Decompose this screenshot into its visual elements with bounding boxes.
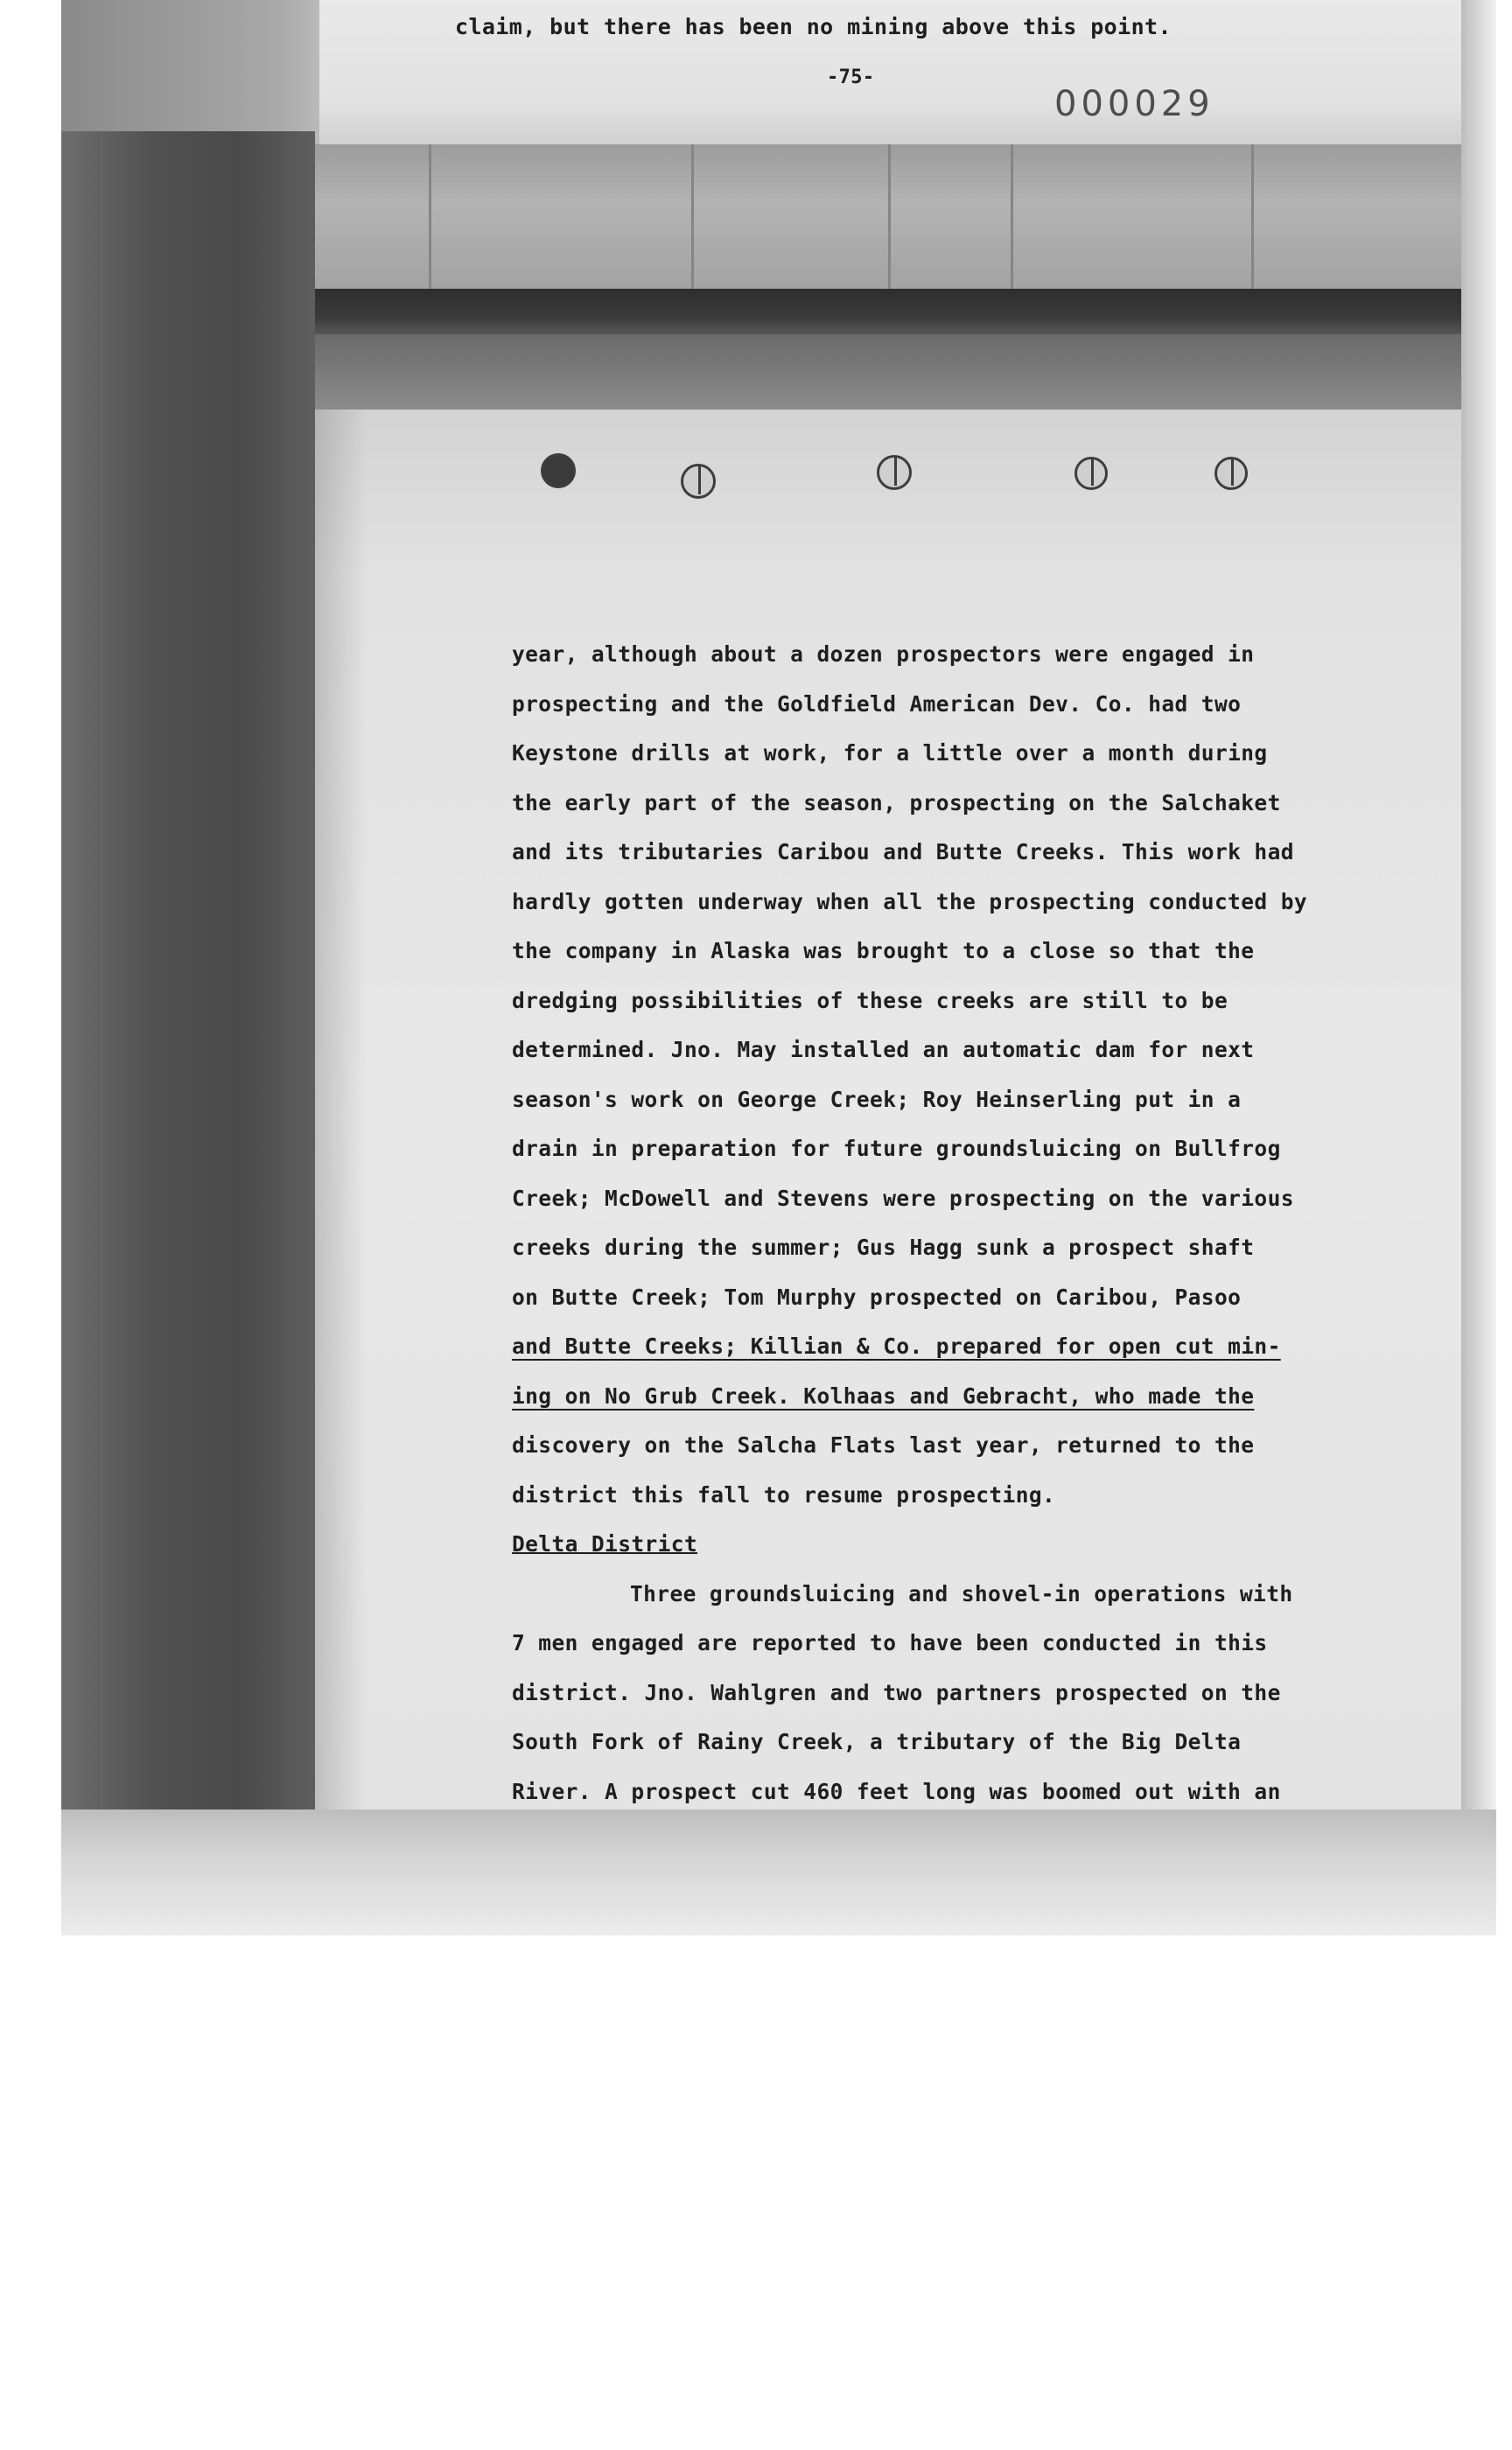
text-line: 7 men engaged are reported to have been conducted in this	[512, 1630, 1268, 1656]
text-line: determined. Jno. May installed an automatic dam for next	[512, 1037, 1255, 1062]
scan-artifact-stripe	[691, 144, 694, 293]
scan-artifact-stripe	[1251, 144, 1254, 293]
punch-hole	[877, 455, 912, 490]
text-line: the early part of the season, prospecting on the Salchaket	[512, 789, 1281, 816]
text-line: and Butte Creeks; Killian & Co. prepared for open cut min-	[512, 1334, 1281, 1359]
bates-stamp: 000029	[1054, 84, 1214, 124]
scan-artifact-stripe	[429, 144, 431, 293]
text-line: discovery on the Salcha Flats last year, returned to the	[512, 1432, 1255, 1458]
text-line: dredging possibilities of these creeks are still to be	[512, 987, 1228, 1013]
scan-shadow-bottom	[61, 1810, 1496, 1936]
text-line: Keystone drills at work, for a little over a month during	[512, 740, 1268, 766]
punch-hole	[541, 453, 576, 488]
text-line: season's work on George Creek; Roy Heinserling put in a	[512, 1086, 1242, 1112]
carryover-line: claim, but there has been no mining above this point.	[455, 14, 1172, 39]
scan-right-edge	[1461, 0, 1496, 1936]
text-line: drain in preparation for future groundsluicing on Bullfrog	[512, 1136, 1281, 1161]
text-line: prospecting and the Goldfield American Dev. Co. had two	[512, 690, 1242, 717]
scan-artifact-stripe	[1011, 144, 1013, 293]
text-line: South Fork of Rainy Creek, a tributary of the Big Delta	[512, 1729, 1242, 1754]
text-line: Three groundsluicing and shovel-in operations with	[630, 1580, 1293, 1606]
text-line: district. Jno. Wahlgren and two partners prospected on the	[512, 1679, 1281, 1705]
text-line: River. A prospect cut 460 feet long was boomed out with an	[512, 1778, 1281, 1804]
text-line: ing on No Grub Creek. Kolhaas and Gebracht, who made the	[512, 1382, 1255, 1409]
section-heading: Delta District	[512, 1531, 698, 1557]
punch-hole	[1214, 457, 1248, 490]
text-line: on Butte Creek; Tom Murphy prospected on Caribou, Pasoo	[512, 1284, 1242, 1310]
text-line: district this fall to resume prospecting.	[512, 1481, 1056, 1508]
scan-shadow-left	[61, 131, 315, 1811]
text-line: year, although about a dozen prospectors were engaged in	[512, 641, 1255, 667]
text-line: hardly gotten underway when all the prospecting conducted by	[512, 888, 1308, 914]
scan-artifact-stripe	[888, 144, 891, 293]
text-line: and its tributaries Caribou and Butte Creeks. This work had	[512, 839, 1294, 864]
body-text	[512, 630, 1387, 1816]
punch-hole	[1074, 457, 1108, 490]
text-line: creeks during the summer; Gus Hagg sunk a prospect shaft	[512, 1235, 1255, 1260]
page-number: -75-	[827, 66, 875, 88]
punch-hole	[681, 464, 716, 499]
text-line: Creek; McDowell and Stevens were prospecting on the various	[512, 1185, 1294, 1211]
text-line: the company in Alaska was brought to a close so that the	[512, 938, 1255, 963]
